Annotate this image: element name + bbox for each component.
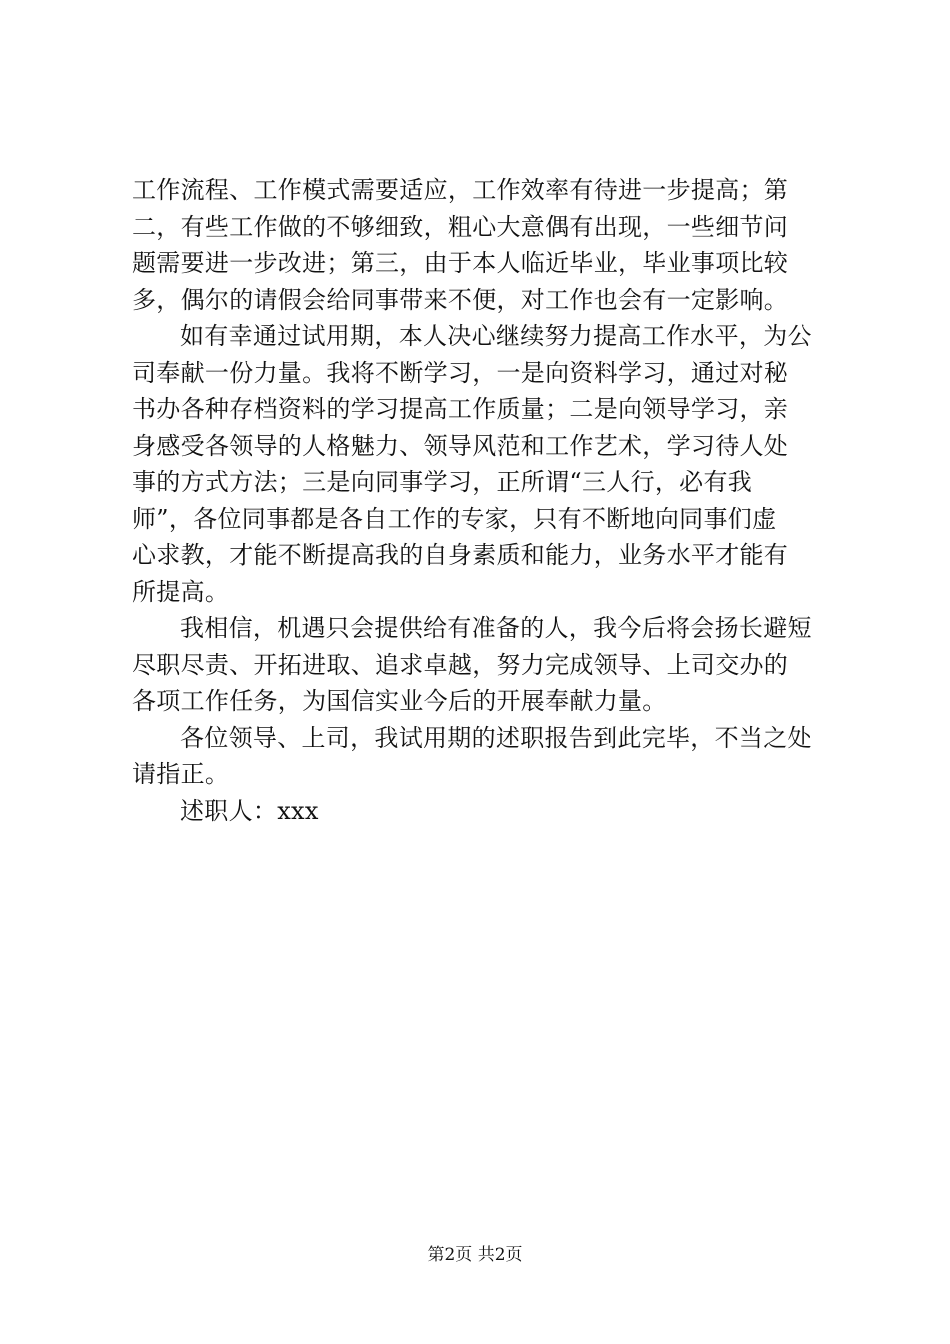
text-line: 心求教，才能不断提高我的自身素质和能力，业务水平才能有 [132,541,789,569]
text-line: 尽职尽责、开拓进取、追求卓越，努力完成领导、上司交办的 [132,650,789,679]
paragraph-first-line: 各位领导、上司，我试用期的述职报告到此完毕，不当之处 [180,723,812,752]
text-line: 身感受各领导的人格魅力、领导风范和工作艺术，学习待人处 [132,431,789,460]
text-line: 工作流程、工作模式需要适应，工作效率有待进一步提高；第 [132,176,789,204]
text-line: 题需要进一步改进；第三，由于本人临近毕业，毕业事项比较 [132,249,789,277]
text-line: 请指正。 [132,760,230,788]
text-line: 师”，各位同事都是各自工作的专家，只有不断地向同事们虚 [132,504,777,533]
text-line: 二，有些工作做的不够细致，粗心大意偶有出现，一些细节问 [132,212,789,241]
paragraph-first-line: 我相信，机遇只会提供给有准备的人，我今后将会扬长避短 [180,614,812,642]
signature-line: 述职人：xxx [180,796,319,825]
page-number-footer: 第2页 共2页 [427,1245,523,1265]
paragraph-first-line: 如有幸通过试用期，本人决心继续努力提高工作水平，为公 [180,322,812,350]
document-body [132,172,822,829]
text-line: 各项工作任务，为国信实业今后的开展奉献力量。 [132,687,667,715]
text-line: 事的方式方法；三是向同事学习，正所谓“三人行，必有我 [132,468,753,496]
text-line: 所提高。 [132,577,230,606]
text-line: 多，偶尔的请假会给同事带来不便，对工作也会有一定影响。 [132,285,789,314]
text-line: 司奉献一份力量。我将不断学习，一是向资料学习，通过对秘 [132,358,789,387]
text-line: 书办各种存档资料的学习提高工作质量；二是向领导学习，亲 [132,395,789,423]
